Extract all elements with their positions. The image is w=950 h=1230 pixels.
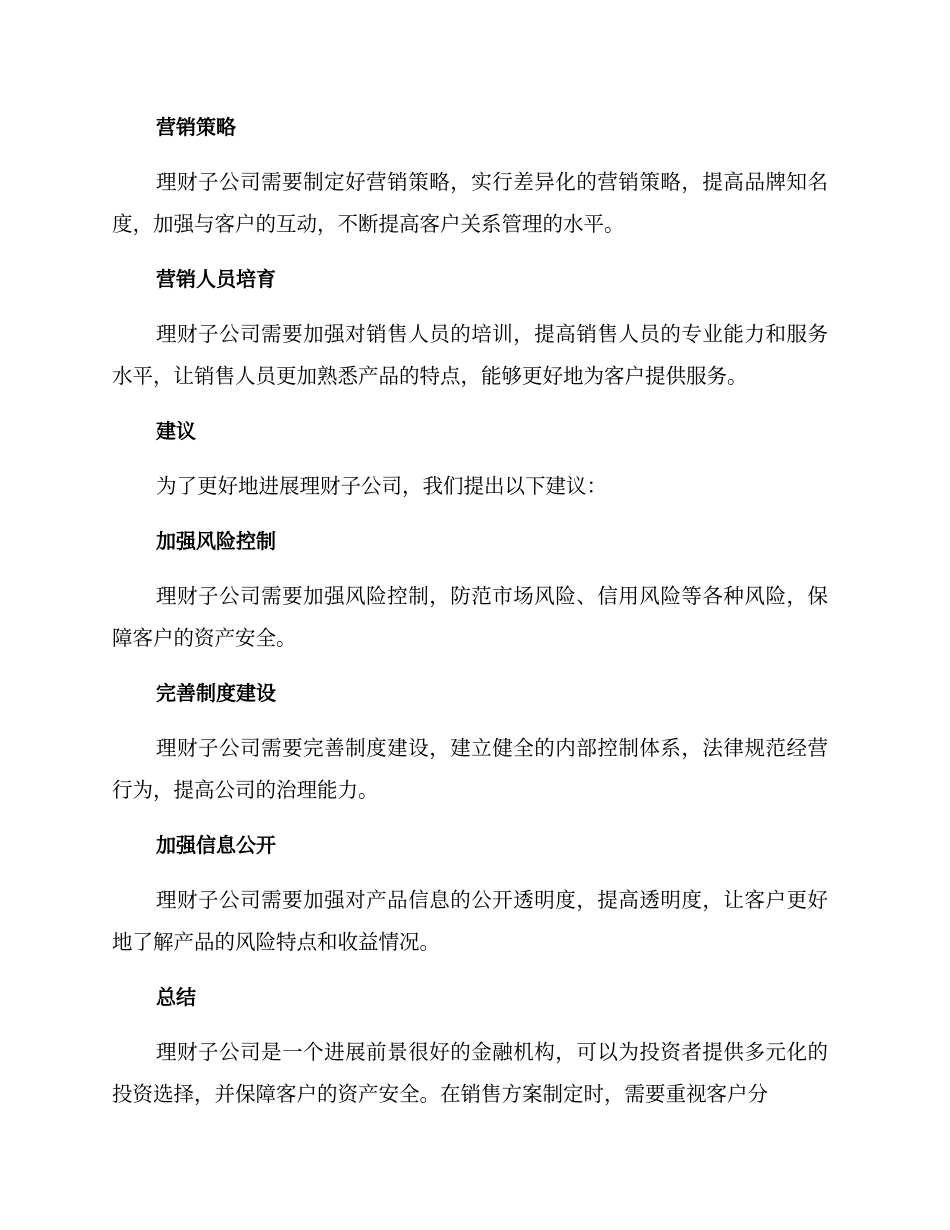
section-marketing-strategy-body: [112, 161, 828, 245]
section-paragraph: 理财子公司需要加强对产品信息的公开透明度，提高透明度，让客户更好地了解产品的风险特点和收益情况。: [112, 888, 828, 954]
section-paragraph: 理财子公司需要制定好营销策略，实行差异化的营销策略，提高品牌知名度，加强与客户的互动，不断提高客户关系管理的水平。: [112, 170, 828, 236]
section-risk-control: [112, 527, 828, 555]
section-sales-training: [112, 265, 828, 293]
section-paragraph: 为了更好地进展理财子公司，我们提出以下建议：: [156, 474, 607, 498]
section-sales-training-body: [112, 313, 828, 397]
section-suggestions-body: [112, 465, 828, 507]
section-information-disclosure: [112, 831, 828, 859]
section-heading: 营销策略: [156, 115, 236, 139]
section-paragraph: 理财子公司是一个进展前景很好的金融机构，可以为投资者提供多元化的投资选择，并保障客户的资产安全。在销售方案制定时，需要重视客户分: [112, 1040, 828, 1106]
section-marketing-strategy: [112, 113, 828, 141]
section-heading: 加强风险控制: [156, 529, 276, 553]
section-system-building: [112, 679, 828, 707]
section-paragraph: 理财子公司需要加强对销售人员的培训，提高销售人员的专业能力和服务水平，让销售人员更加熟悉产品的特点，能够更好地为客户提供服务。: [112, 322, 828, 388]
section-risk-control-body: [112, 575, 828, 659]
section-heading: 总结: [156, 985, 196, 1009]
section-heading: 完善制度建设: [156, 681, 276, 705]
section-heading: 营销人员培育: [156, 267, 276, 291]
section-paragraph: 理财子公司需要完善制度建设，建立健全的内部控制体系，法律规范经营行为，提高公司的治理能力。: [112, 736, 828, 802]
section-suggestions: [112, 417, 828, 445]
section-paragraph: 理财子公司需要加强风险控制，防范市场风险、信用风险等各种风险，保障客户的资产安全。: [112, 584, 828, 650]
section-information-disclosure-body: [112, 879, 828, 963]
section-system-building-body: [112, 727, 828, 811]
section-heading: 建议: [156, 419, 196, 443]
section-summary: [112, 983, 828, 1011]
section-heading: 加强信息公开: [156, 833, 276, 857]
section-summary-body: [112, 1031, 828, 1115]
